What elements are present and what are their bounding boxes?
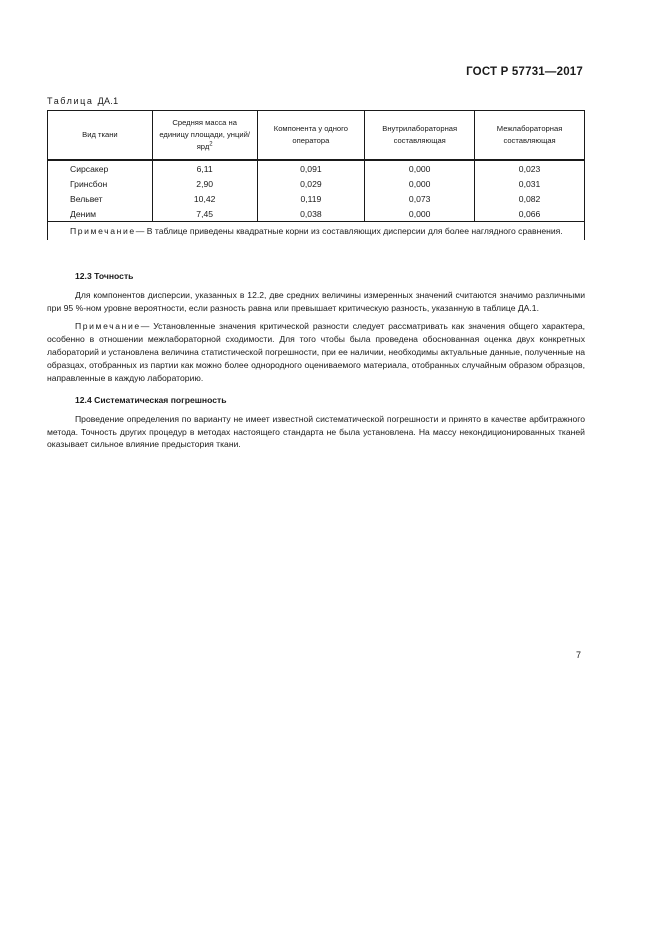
table-caption (47, 96, 118, 106)
cell-within-lab: 0,000 (365, 160, 475, 176)
section-bias (47, 394, 585, 451)
table-note-row (48, 222, 585, 241)
table-note (48, 222, 585, 241)
column-header-fabric: Вид ткани (48, 111, 153, 161)
cell-between-lab: 0,031 (475, 176, 585, 191)
table-caption-number: ДА.1 (97, 96, 119, 106)
cell-fabric: Деним (48, 206, 153, 222)
section-heading-accuracy: 12.3 Точность (75, 271, 134, 281)
section-heading-bias: 12.4 Систематическая погрешность (75, 395, 227, 405)
table-caption-label: Таблица (47, 96, 94, 106)
cell-fabric: Гринсбон (48, 176, 153, 191)
note-critical-difference (47, 320, 585, 384)
cell-mass: 10,42 (152, 191, 257, 206)
cell-between-lab: 0,023 (475, 160, 585, 176)
mass-unit-superscript: 2 (209, 141, 213, 148)
cell-operator: 0,029 (257, 176, 365, 191)
table-row (48, 160, 585, 176)
cell-mass: 6,11 (152, 160, 257, 176)
cell-within-lab: 0,073 (365, 191, 475, 206)
paragraph-accuracy: Для компонентов дисперсии, указанных в 12.2, две средних величины измеренных значений считаются значимо различными при 95 %-ном уровне вероятности, если разность равна или превышает критическую разность, указанную в таблице ДА.1. (47, 289, 585, 313)
table-row (48, 176, 585, 191)
cell-between-lab: 0,082 (475, 191, 585, 206)
section-accuracy (47, 270, 585, 384)
table-header-row (48, 111, 585, 161)
table-note-label: Примечание (70, 226, 136, 236)
document-standard-number: ГОСТ Р 57731—2017 (466, 66, 583, 78)
cell-within-lab: 0,000 (365, 206, 475, 222)
cell-mass: 7,45 (152, 206, 257, 222)
cell-operator: 0,038 (257, 206, 365, 222)
column-header-between-lab: Межлабораторная составляющая (475, 111, 585, 161)
cell-fabric: Вельвет (48, 191, 153, 206)
cell-between-lab: 0,066 (475, 206, 585, 222)
column-header-within-lab: Внутрилабораторная составляющая (365, 111, 475, 161)
cell-operator: 0,091 (257, 160, 365, 176)
cell-fabric: Сирсакер (48, 160, 153, 176)
table-note-text: — В таблице приведены квадратные корни из составляющих дисперсии для более наглядного сравнения. (135, 226, 563, 236)
table-row (48, 191, 585, 206)
data-table (47, 110, 585, 240)
paragraph-bias: Проведение определения по варианту не имеет известной систематической погрешности и принято в качестве арбитражного метода. Точность других процедур в методах настоящего стандарта не была установлена. На массу некондиционированных тканей оказывает сильное влияние предыстория ткани. (47, 413, 585, 450)
note-label: Примечание (75, 321, 141, 332)
column-header-mass (152, 111, 257, 161)
note-text: — Установленные значения критической разности следует рассматривать как значения общего характера, особенно в отношении межлабораторной сходимости. Для того чтобы была проведена обоснованная оценка двух конкретных лабораторий и установлена величина статистической погрешности, при ее наличии, необходимы актуальные данные, полученные на образцах, отобранных из партии как можно более однородного оцениваемого материала, отобранных случайным образом образцов, направленные в каждую лабораторию. (47, 321, 585, 383)
cell-within-lab: 0,000 (365, 176, 475, 191)
cell-operator: 0,119 (257, 191, 365, 206)
column-header-mass-text: Средняя масса на единицу площади, унций/ярд (159, 118, 250, 151)
table-row (48, 206, 585, 222)
cell-mass: 2,90 (152, 176, 257, 191)
page-number: 7 (575, 650, 581, 660)
column-header-operator: Компонента у одного оператора (257, 111, 365, 161)
